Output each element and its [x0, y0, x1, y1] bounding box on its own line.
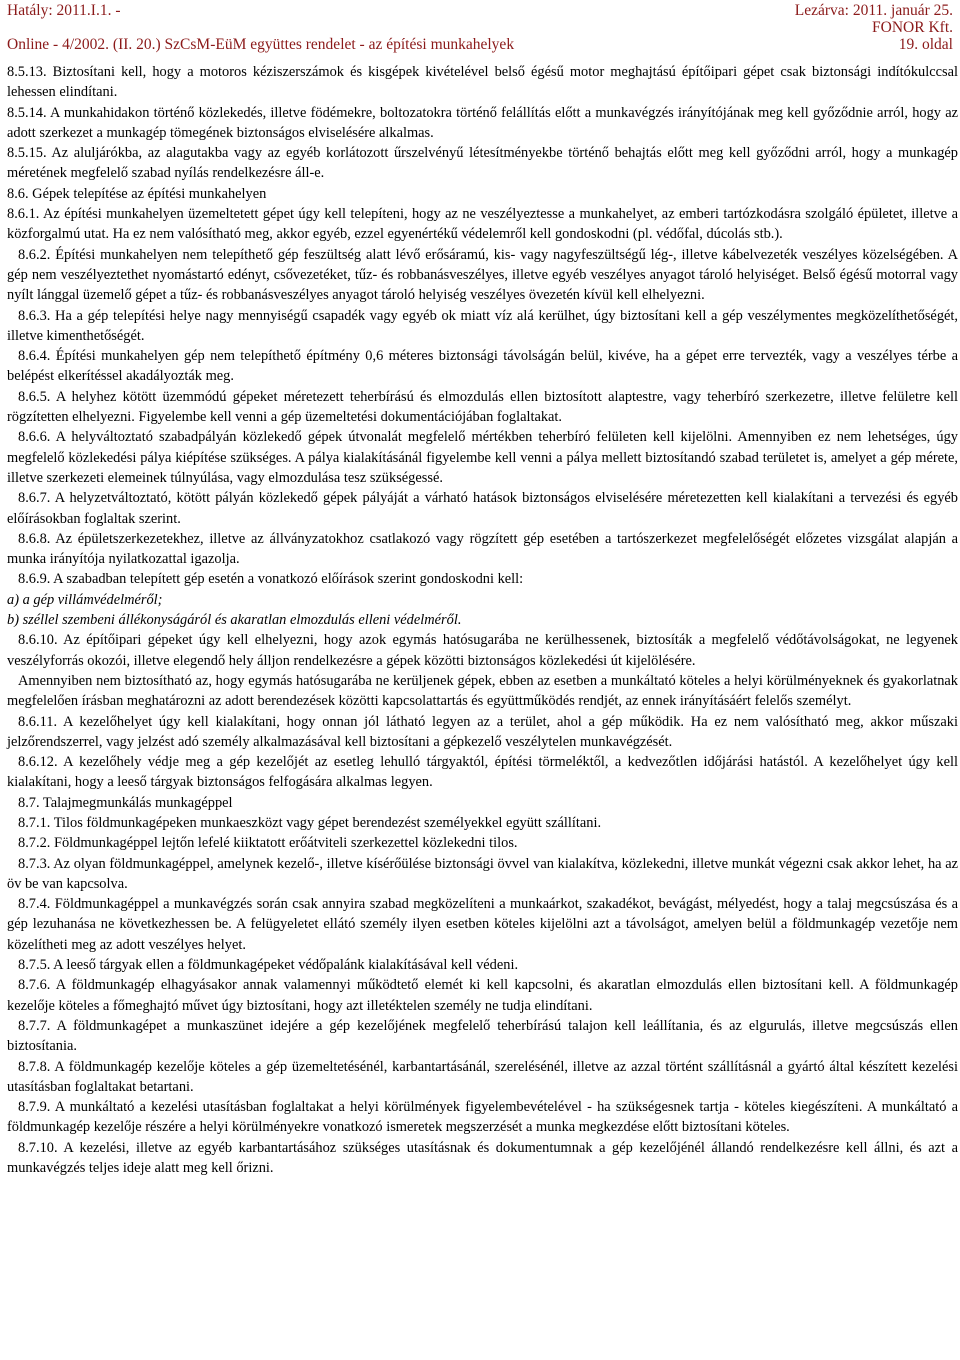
paragraph-8-6-10-continued: Amennyiben nem biztosítható az, hogy egymás hatósugarába ne kerüljenek gépek, ebben az esetben a munkáltató köteles a helyi körülményeknek és gyakorlatnak megfelelően írásban meghatározni az adott berendezések közötti kapcsolattartás és együttműködés rendjét, az ennek irányításáért felelős személyt. [7, 672, 958, 710]
header-row-3 [7, 36, 953, 53]
paragraph-8-6-8: 8.6.8. Az épületszerkezetekhez, illetve az állványzatokhoz csatlakozó vagy rögzített gép esetében a tartószerkezet megfelelőségét előzetes vizsgálat alapján a munka irányítója nyilatkozattal igazolja. [7, 530, 958, 568]
paragraph-8-6-9: 8.6.9. A szabadban telepített gép esetén a vonatkozó előírások szerint gondoskodni kell: [18, 571, 524, 588]
paragraph-8-7-7: 8.7.7. A földmunkagépet a munkaszünet idejére a gép kezelőjének megfelelő teherbírású talajon kell leállítania, és az elgurulás, illetve megcsúszás ellen biztosítania. [7, 1017, 958, 1055]
paragraph-8-6-10: 8.6.10. Az építőipari gépeket úgy kell elhelyezni, hogy azok egymás hatósugarába ne kerülhessenek, biztosíták a megfelelő védőtávolságokat, ne legyenek veszélyforrás okozói, illetve elegendő hely álljon rendelkezésre a gépek közötti biztonságos közlekedési út kijelölésére. [7, 632, 958, 669]
paragraph-8-6-1: 8.6.1. Az építési munkahelyen üzemeltetett gépet úgy kell telepíteni, hogy az ne veszélyeztesse a munkahelyet, az emberi tartózkodásra szolgáló épületet, illetve a közforgalmú utat. Ha ez nem valósítható meg, akkor egyéb, ezzel egyenértékű védelemről kell gondoskodni (pl. védőfal, dúcolás stb.). [7, 206, 958, 243]
header-page-number: 19. oldal [898, 36, 953, 53]
paragraph-8-6-12: 8.6.12. A kezelőhely védje meg a gép kezelőjét az esetleg lehulló tárgyaktól, építési törmeléktől, a kedvezőtlen időjárási hatástól. A kezelőhelyet úgy kell kialakítani, hogy a leeső tárgyak biztonságos felfogására alkalmas legyen. [7, 754, 958, 791]
paragraph-8-6-7: 8.6.7. A helyzetváltoztató, kötött pályán közlekedő gépek pályáját a várható hatások biztonságos elviselésére méretezetten kell kialakítani a tervezési és egyéb előírásokban foglaltak szerint. [7, 490, 958, 527]
paragraph-8-5-15: 8.5.15. Az aluljárókba, az alagutakba vagy az egyéb korlátozott űrszelvényű létesítményekbe történő behajtás előtt meg kell győződni arról, hogy a munkagép méretének megfelelő szabad nyílás rendelkezésre áll-e. [7, 145, 958, 182]
paragraph-8-7-4: 8.7.4. Földmunkagéppel a munkavégzés során csak annyira szabad megközelíteni a munkaárkot, szakadékot, bevágást, mélyedést, hogy a talaj megcsúszása és a gép lezuhanása ne következhessen be. A felügyeletet ellátó személy ilyen esetben köteles kijelölni azt a távolságot, amelyen belül a földmunkagép vezetője nem közelítheti meg az adott veszélyes helyet. [7, 896, 958, 953]
paragraph-8-7-5: 8.7.5. A leeső tárgyak ellen a földmunkagépeket védőpalánk kialakításával kell védeni. [18, 957, 519, 974]
paragraph-8-6-3: 8.6.3. Ha a gép telepítési helye nagy mennyiségű csapadék vagy egyéb ok miatt víz alá kerülhet, úgy biztosítani kell a gép veszélymentes megközelíthetőségét, illetve kimenthetőségét. [7, 307, 958, 344]
paragraph-8-5-14: 8.5.14. A munkahidakon történő közlekedés, illetve födémekre, boltozatokra történő felállítás előtt a munkavégzés irányítójának meg kell győződnie arról, hogy az adott szerkezet a munkagép tömegének biztonságos elviselésére alkalmas. [7, 104, 958, 141]
section-heading-8-6: 8.6. Gépek telepítése az építési munkahelyen [7, 185, 267, 202]
page-header [7, 2, 953, 52]
paragraph-8-7-8: 8.7.8. A földmunkagép kezelője köteles a gép üzemeltetésénél, karbantartásánál, szerelésénél, illetve az azzal történt szállításnál a gyártó által készített kezelési utasításban foglaltakat betartani. [7, 1058, 958, 1095]
header-validity: Hatály: 2011.I.1. - [7, 2, 121, 19]
document-body [7, 62, 958, 1178]
header-row-2 [7, 19, 953, 36]
paragraph-8-7-6: 8.7.6. A földmunkagép elhagyásakor annak valamennyi működtető elemét ki kell kapcsolni, és akaratlan elmozdulás ellen biztosítani kell. A földmunkagép kezelője köteles a főmeghajtó művet úgy biztosítani, hogy azt illetéktelen személy ne tudja elindítani. [7, 977, 958, 1014]
list-item-b: b) széllel szembeni állékonyságáról és akaratlan elmozdulás elleni védelméről. [7, 612, 462, 629]
paragraph-8-6-4: 8.6.4. Építési munkahelyen gép nem telepíthető építmény 0,6 méteres biztonsági távolságán belül, kivéve, ha a gépet erre tervezték, vagy a veszélyes térbe a belépést elkerítéssel akadályozták meg. [7, 348, 958, 385]
section-heading-8-7: 8.7. Talajmegmunkálás munkagéppel [18, 794, 233, 811]
header-closed-date: Lezárva: 2011. január 25. [794, 2, 953, 19]
paragraph-8-7-2: 8.7.2. Földmunkagéppel lejtőn lefelé kiiktatott erőátviteli szerkezettel közlekedni tilos. [18, 835, 518, 852]
list-item-a: a) a gép villámvédelméről; [7, 591, 163, 608]
paragraph-8-6-11: 8.6.11. A kezelőhelyet úgy kell kialakítani, hogy onnan jól látható legyen az a terület, ahol a gép működik. Ha ez nem valósítható meg, akkor műszaki jelzőrendszerrel, vagy jelzést adó személy alkalmazásával kell biztosítani a gépkezelő veszélytelen munkavégzését. [7, 713, 958, 750]
paragraph-8-6-2: 8.6.2. Építési munkahelyen nem telepíthető gép feszültség alatt lévő erősáramú, kis- vagy nagyfeszültségű lég-, illetve kábelvezeték veszélyes közelségében. A gép nem veszélyeztethet nyomástartó edényt, csővezetéket, tűz- és robbanásveszélyes, illetve egyéb veszélyes anyagot tároló helyiséget. Belső égésű motorral vagy nyílt lánggal üzemelő gépet a tűz- és robbanásveszélyes anyagot tároló helyiség veszélyes övezetén kívül kell elhelyezni. [7, 246, 958, 304]
paragraph-8-7-3: 8.7.3. Az olyan földmunkagéppel, amelynek kezelő-, illetve kísérőülése biztonsági övvel van kialakítva, közlekedni, illetve munkát végezni csak akkor lehet, ha az öv be van kapcsolva. [7, 855, 958, 892]
paragraph-8-7-9: 8.7.9. A munkáltató a kezelési utasításban foglaltakat a helyi körülmények figyelembevételével - ha szükségesnek tartja - köteles kiegészíteni. A munkáltató a földmunkagép kezelője részére a helyi körülményekre vonatkozó ismeretek megszerzését a munka megkezdése előtt biztosítani köteles. [7, 1099, 958, 1136]
header-row-1 [7, 2, 953, 19]
paragraph-8-7-10: 8.7.10. A kezelési, illetve az egyéb karbantartásához szükséges utasításnak és dokumentumnak a gép kezelőjénél állandó rendelkezésre kell állni, és azt a munkavégzés teljes ideje alatt meg kell őrizni. [7, 1139, 958, 1177]
paragraph-8-5-13: 8.5.13. Biztosítani kell, hogy a motoros kéziszerszámok és kisgépek kivételével belső égésű motor meghajtású építőipari gépet csak biztonsági indítókulccsal lehessen elindítani. [7, 64, 958, 101]
header-publisher: FONOR Kft. [872, 19, 953, 36]
paragraph-8-6-5: 8.6.5. A helyhez kötött üzemmódú gépeket méretezett teherbírású és elmozdulás ellen biztosított alaptestre, vagy teherbíró szerkezetre, illetve felületre kell rögzítetten elhelyezni. Figyelembe kell venni a gép üzemeltetési dokumentációjában foglaltakat. [7, 388, 958, 426]
header-document-title: Online - 4/2002. (II. 20.) SzCsM-EüM együttes rendelet - az építési munkahelyek [7, 36, 515, 53]
paragraph-8-6-6: 8.6.6. A helyváltoztató szabadpályán közlekedő gépek útvonalát megfelelő mértékben teherbíró felületen kell kijelölni. Amennyiben ez nem lehetséges, úgy megfelelő közlekedési pálya kiépítése szükséges. A pálya kialakításánál figyelembe kell venni a pálya mellett biztosítandó szabad területet is, amelyet a gép mérete, illetve szerkezeti elemeinek túlnyúlása, vagy elmozdulása tesz szükségessé. [7, 429, 958, 486]
paragraph-8-7-1: 8.7.1. Tilos földmunkagépeken munkaeszközt vagy gépet berendezést személyekkel együtt szállítani. [18, 814, 602, 831]
